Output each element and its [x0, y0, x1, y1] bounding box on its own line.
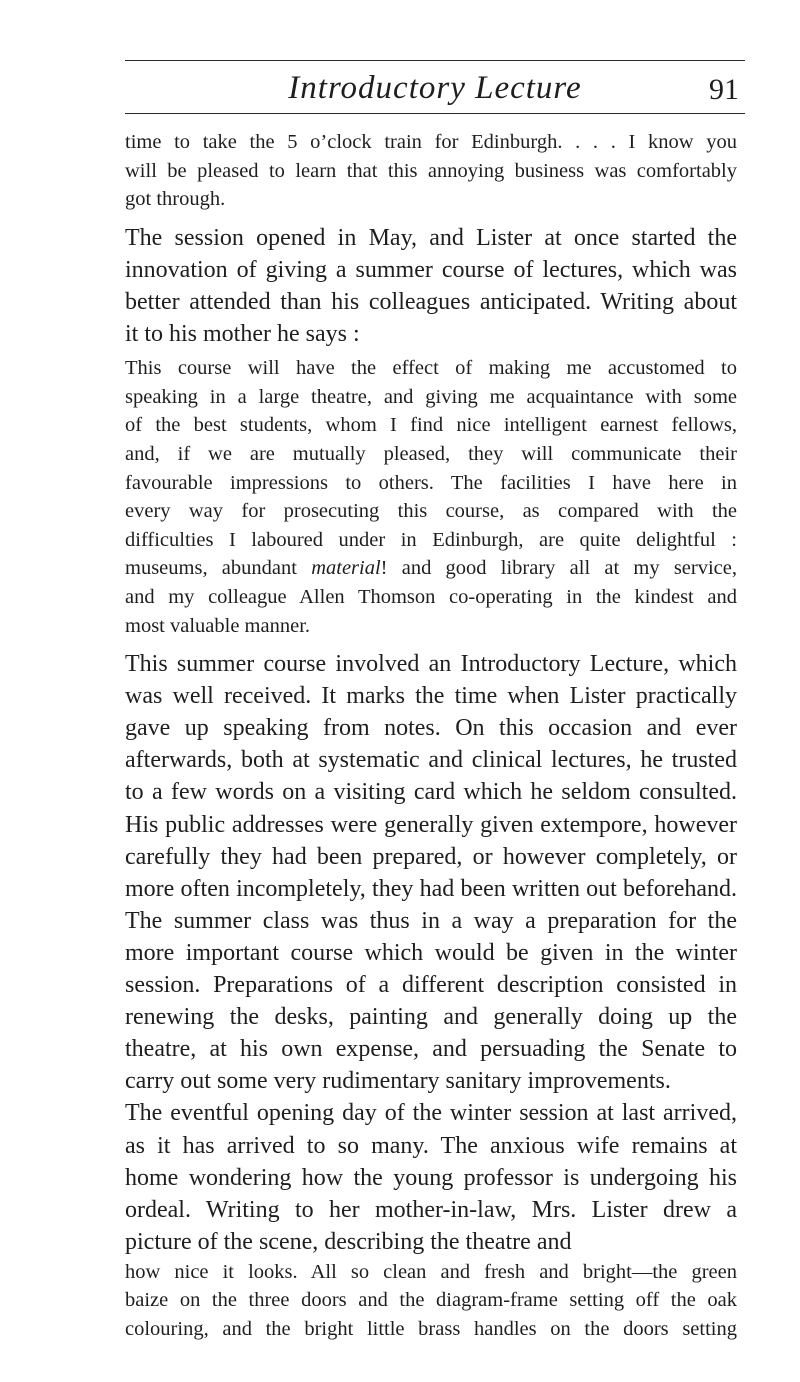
top-rule: [125, 60, 745, 61]
text-line: ordeal. Writing to her mother-in-law, Mrs. Lister drew a: [125, 1196, 737, 1223]
text-line: it to his mother he says :: [125, 321, 360, 348]
text-line: how nice it looks. All so clean and fresh and bright—the green: [125, 1260, 737, 1283]
text-line: carry out some very rudimentary sanitary improvements.: [125, 1068, 671, 1095]
text-segment: museums, abundant: [125, 557, 297, 580]
text-line: and my colleague Allen Thomson co-operating in the kindest and: [125, 585, 737, 608]
block-quotation: [125, 354, 737, 640]
body-text: [125, 128, 737, 1344]
text-line: [125, 554, 737, 583]
text-line: was well received. It marks the time when Lister practically: [125, 683, 737, 710]
text-line: favourable impressions to others. The facilities I have here in: [125, 471, 737, 494]
page-number: 91: [709, 73, 739, 106]
text-line: difficulties I laboured under in Edinburgh, are quite delightful :: [125, 528, 737, 551]
text-line: gave up speaking from notes. On this occasion and ever: [125, 715, 737, 742]
text-line: and, if we are mutually pleased, they will communicate their: [125, 442, 737, 465]
text-line: This course will have the effect of making me accustomed to: [125, 357, 737, 380]
text-line: time to take the 5 o’clock train for Edinburgh. . . . I know you: [125, 131, 737, 153]
quotation-continued: [125, 128, 737, 214]
paragraph: [125, 648, 737, 1258]
text-line: as it has arrived to so many. The anxious wife remains at: [125, 1132, 737, 1159]
text-line: picture of the scene, describing the theatre and: [125, 1228, 572, 1255]
running-head-title: Introductory Lecture: [288, 70, 582, 106]
text-line: more often incompletely, they had been written out beforehand.: [125, 875, 737, 902]
text-line: The eventful opening day of the winter session at last arrived,: [125, 1100, 737, 1127]
text-line: baize on the three doors and the diagram-frame setting off the oak: [125, 1289, 737, 1312]
text-line: renewing the desks, painting and generally doing up the: [125, 1004, 737, 1031]
text-line: of the best students, whom I find nice intelligent earnest fellows,: [125, 414, 737, 437]
text-line: carefully they had been prepared, or however completely, or: [125, 843, 737, 870]
text-line: afterwards, both at systematic and clinical lectures, he trusted: [125, 747, 737, 774]
text-line: theatre, at his own expense, and persuading the Senate to: [125, 1036, 737, 1063]
header-rule: [125, 113, 745, 114]
text-line: speaking in a large theatre, and giving me acquaintance with some: [125, 385, 737, 408]
text-line: to a few words on a visiting card which he seldom consulted.: [125, 779, 737, 806]
text-line: session. Preparations of a different description consisted in: [125, 972, 737, 999]
running-head: [125, 68, 745, 114]
text-line: colouring, and the bright little brass handles on the doors setting: [125, 1318, 737, 1341]
text-line: This summer course involved an Introductory Lecture, which: [125, 651, 737, 678]
text-line: His public addresses were generally given extempore, however: [125, 811, 737, 838]
text-line: The summer class was thus in a way a preparation for the: [125, 907, 737, 934]
text-line: will be pleased to learn that this annoying business was comfortably: [125, 159, 737, 182]
italic-word: material: [311, 557, 381, 580]
paragraph: [125, 222, 737, 350]
text-line: home wondering how the young professor is undergoing his: [125, 1164, 737, 1191]
text-line: The session opened in May, and Lister at once started the: [125, 224, 737, 251]
text-line: more important course which would be given in the winter: [125, 939, 737, 966]
text-segment: ! and good library all at my service,: [380, 557, 737, 580]
text-line: got through.: [125, 188, 226, 211]
text-line: innovation of giving a summer course of lectures, which was: [125, 256, 737, 283]
text-line: most valuable manner.: [125, 614, 311, 637]
block-quotation: [125, 1258, 737, 1344]
text-line: better attended than his colleagues anticipated. Writing about: [125, 288, 737, 315]
text-line: every way for prosecuting this course, as compared with the: [125, 500, 737, 523]
